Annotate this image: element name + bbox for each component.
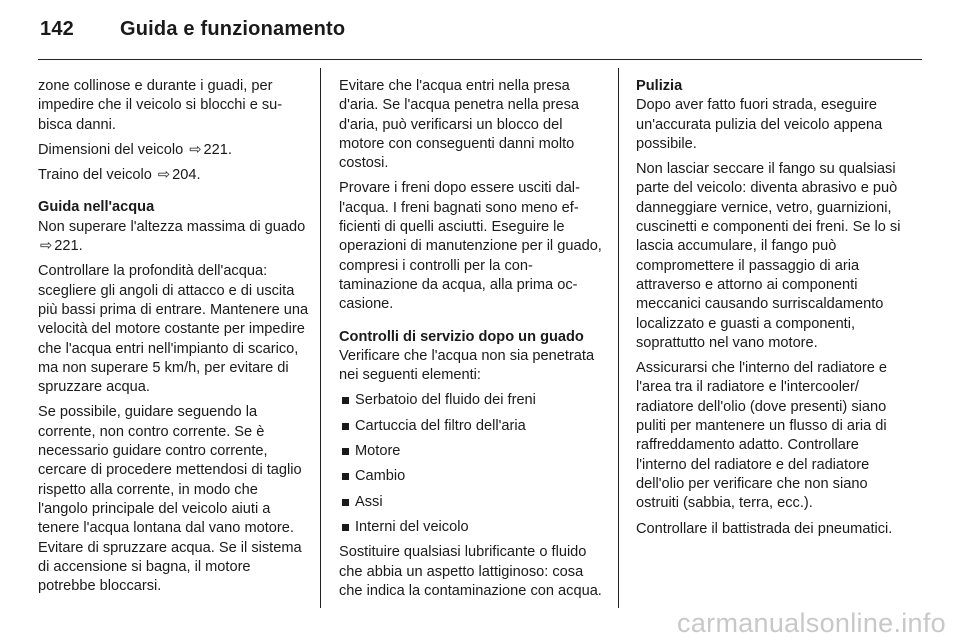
reference-page: 221.: [203, 141, 232, 158]
subheading: Guida nell'acqua: [38, 199, 155, 216]
bullet-square-icon: [342, 397, 349, 404]
paragraph: Verificare che l'acqua non sia penetrata nei seguenti elementi:: [339, 347, 595, 384]
subheading: Pulizia: [636, 78, 683, 94]
section-title: Guida e funzionamento: [120, 18, 346, 40]
watermark: carmanualsonline.info: [677, 608, 946, 638]
reference-text: Non superare l'altezza massima di guado: [38, 218, 306, 235]
page-reference-arrow-icon: ⇨: [157, 167, 171, 184]
header-rule: [38, 59, 922, 60]
cross-reference[interactable]: [38, 218, 310, 257]
column-2: [339, 77, 605, 607]
list-item: Interni del veicolo: [339, 518, 605, 537]
bullet-square-icon: [342, 499, 349, 506]
reference-text: Traino del veicolo: [38, 167, 152, 184]
paragraph: Non lasciar seccare il fango su qualsiasi parte del veicolo: diventa abrasivo e può danneggiare vernice, vetro, guarnizioni, cuscinetti e componenti dei freni. Se lo si lascia accumulare, il fango può compromettere il passaggio di aria attraverso e attorno ai componenti meccanici causando surriscaldamento localizzato e guasti a componenti, soprattutto nel vano motore.: [636, 161, 901, 351]
paragraph: Provare i freni dopo essere usciti dall'acqua. I freni bagnati sono meno efficienti di quelli asciutti. Eseguire le operazioni di manutenzione per il guado, compresi i controlli per la contaminazione da acqua, alla prima occasione.: [339, 180, 602, 313]
paragraph: Se possibile, guidare seguendo la corrente, non contro corrente. Se è necessario guidare contro corrente, cercare di procedere mettendosi di taglio rispetto alla corrente, in modo che l'angolo principale del veicolo aiuti a tenere l'acqua lontana dal vano motore. Evitare di spruzzare acqua. Se il sistema di accensione si bagna, il motore potrebbe bloccarsi.: [38, 404, 302, 595]
bullet-square-icon: [342, 473, 349, 480]
cross-reference[interactable]: [38, 141, 310, 160]
paragraph: Controllare la profondità dell'acqua: scegliere gli angoli di attacco e di uscita più bassi prima di entrare. Mantenere una velocità del motore costante per impedire che l'acqua entri nell'impianto di scarico, ma non superare 5 km/h, per evitare di spruzzare acqua.: [38, 263, 309, 396]
page-header: [38, 14, 922, 54]
column-divider: [618, 68, 619, 608]
cross-reference[interactable]: [38, 166, 310, 185]
bullet-square-icon: [342, 448, 349, 455]
page-reference-arrow-icon: ⇨: [40, 238, 53, 255]
column-1: [38, 77, 310, 602]
page-reference-arrow-icon: ⇨: [189, 141, 202, 158]
list-item: Assi: [339, 493, 605, 512]
list-item: Cartuccia del filtro dell'aria: [339, 417, 605, 436]
reference-text: Dimensioni del veicolo: [38, 141, 184, 158]
column-divider: [320, 68, 321, 608]
subheading: Controlli di servizio dopo un guado: [339, 328, 584, 345]
paragraph: Assicurarsi che l'interno del radiatore e l'area tra il radiatore e l'intercooler/ radiatore dell'olio (dove presenti) siano puliti per mantenere un flusso di aria di raffreddamento adatto. Controllare l'interno del radiatore e del radiatore dell'olio per verificare che non siano ostruiti (sabbia, terra, ecc.).: [636, 360, 888, 512]
paragraph: Controllare il battistrada dei pneumatici.: [636, 520, 893, 537]
column-3: [636, 77, 908, 545]
paragraph: zone collinose e durante i guadi, per impedire che il veicolo si blocchi e subisca danni.: [38, 78, 283, 133]
checklist: [339, 391, 605, 537]
reference-page: 221.: [54, 238, 83, 255]
paragraph: Sostituire qualsiasi lubrificante o fluido che abbia un aspetto lattiginoso: cosa che indica la contaminazione con acqua.: [339, 544, 602, 599]
list-item: Cambio: [339, 467, 605, 486]
list-item: Serbatoio del fluido dei freni: [339, 391, 605, 410]
paragraph: Evitare che l'acqua entri nella presa d'aria. Se l'acqua penetra nella presa d'aria, può verificarsi un blocco del motore con conseguenti danni molto costosi.: [339, 78, 580, 172]
paragraph: Dopo aver fatto fuori strada, eseguire un'accurata pulizia del veicolo appena possibile.: [636, 97, 883, 152]
bullet-square-icon: [342, 524, 349, 531]
list-item: Motore: [339, 442, 605, 461]
page-number: 142: [40, 18, 74, 40]
reference-page: 204.: [172, 167, 201, 184]
bullet-square-icon: [342, 423, 349, 430]
